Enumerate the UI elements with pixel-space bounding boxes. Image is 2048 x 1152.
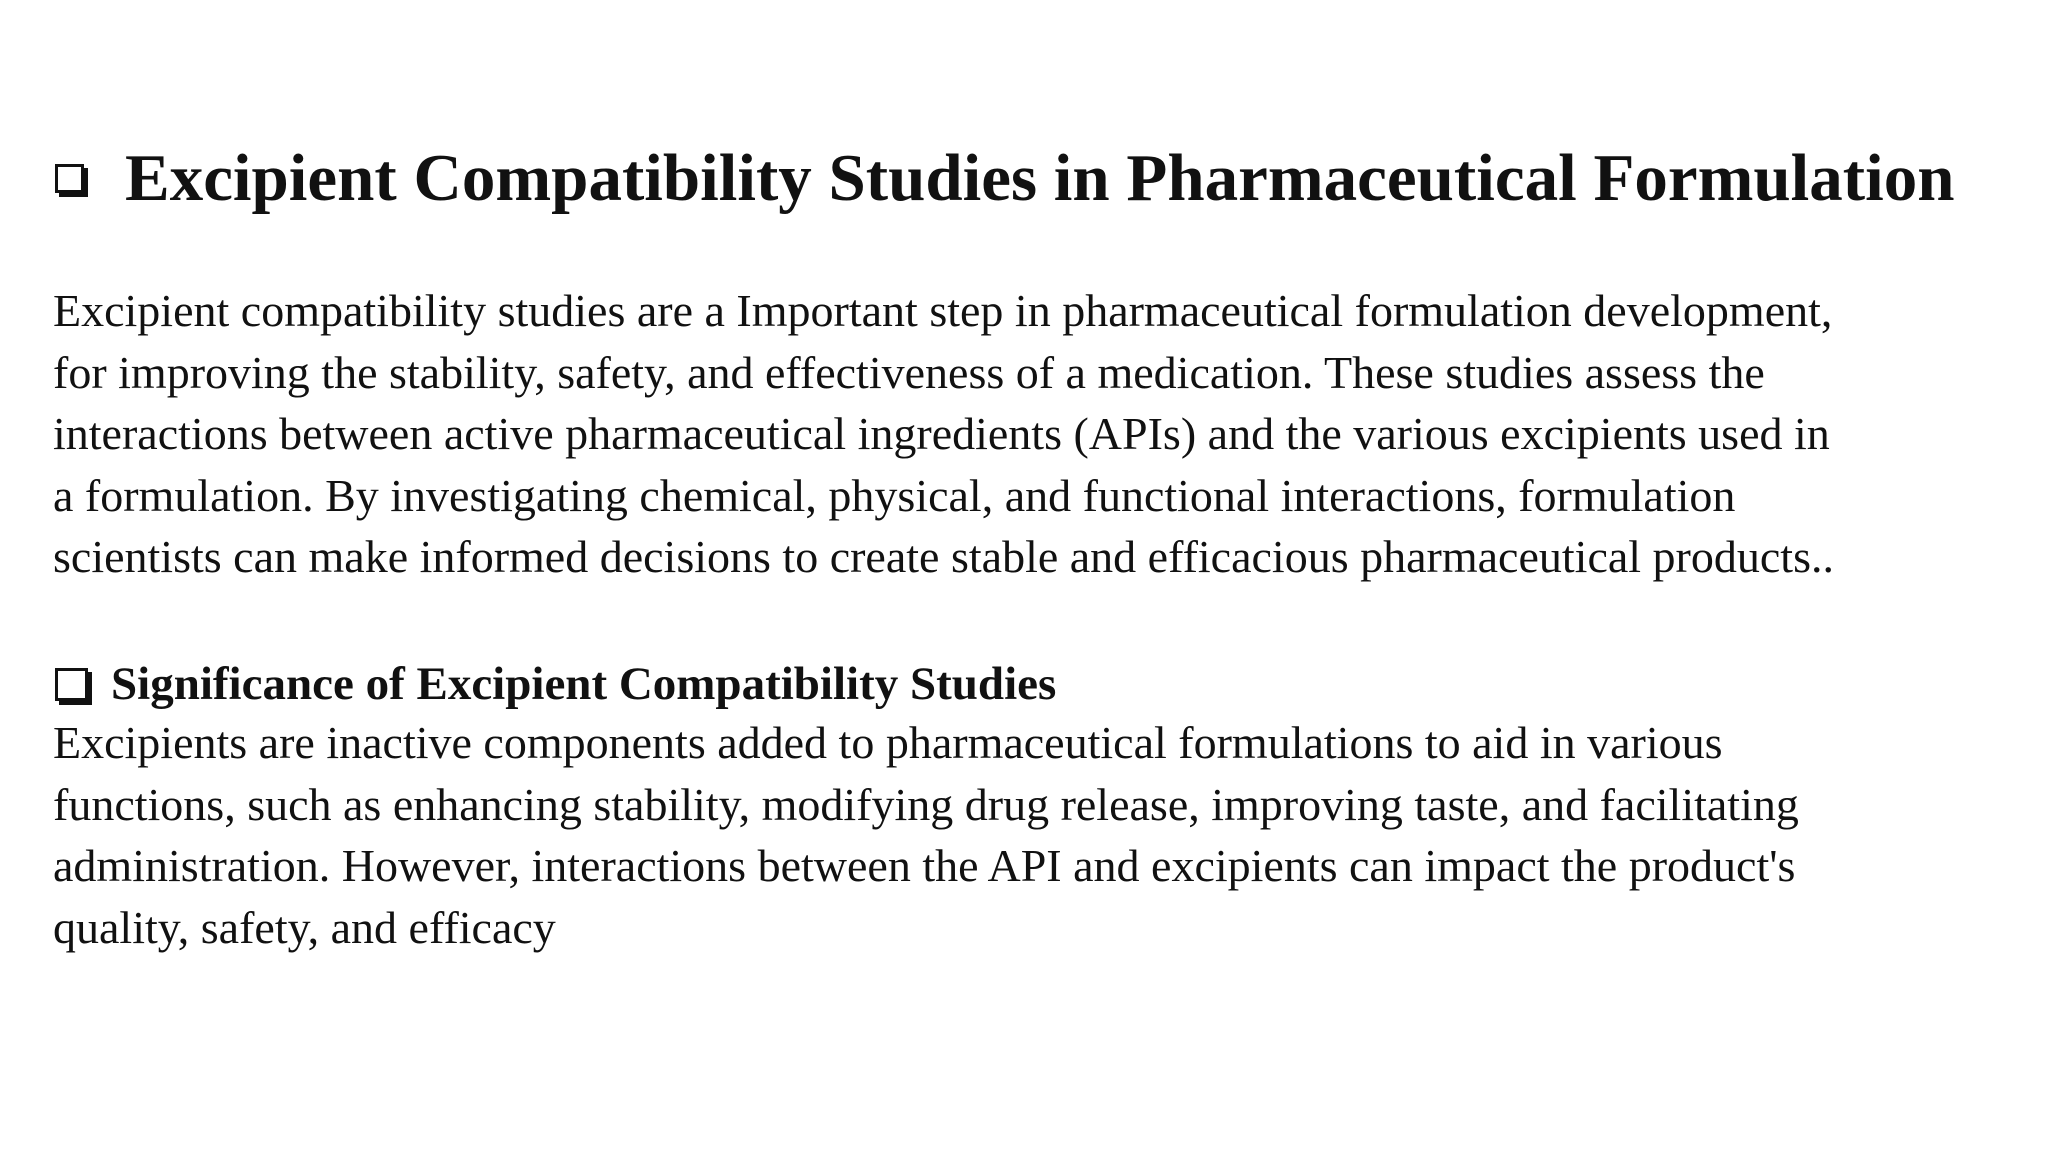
paragraph-line: functions, such as enhancing stability, modifying drug release, improving taste, and facilitating <box>53 778 1799 830</box>
paragraph-line: scientists can make informed decisions to create stable and efficacious pharmaceutical products.. <box>53 531 1834 582</box>
section-heading-row <box>55 655 1056 713</box>
section-paragraph <box>53 712 2043 958</box>
paragraph-line: quality, safety, and efficacy <box>53 901 556 953</box>
checkbox-bullet-icon <box>55 668 88 701</box>
checkbox-bullet-icon <box>55 164 84 193</box>
slide-title: Excipient Compatibility Studies in Pharmaceutical Formulation <box>125 141 1955 215</box>
paragraph-line: Excipients are inactive components added to pharmaceutical formulations to aid in various <box>53 717 1723 768</box>
slide-title-row <box>55 138 1954 218</box>
section-heading: Significance of Excipient Compatibility Studies <box>111 658 1057 710</box>
paragraph-line: interactions between active pharmaceutical ingredients (APIs) and the various excipients used in <box>53 408 1830 459</box>
intro-paragraph <box>53 280 2043 588</box>
paragraph-line: administration. However, interactions between the API and excipients can impact the product's <box>53 840 1796 891</box>
paragraph-line: for improving the stability, safety, and effectiveness of a medication. These studies assess the <box>53 346 1765 398</box>
paragraph-line: a formulation. By investigating chemical, physical, and functional interactions, formulation <box>53 469 1736 521</box>
paragraph-line: Excipient compatibility studies are a Important step in pharmaceutical formulation development, <box>53 285 1833 336</box>
